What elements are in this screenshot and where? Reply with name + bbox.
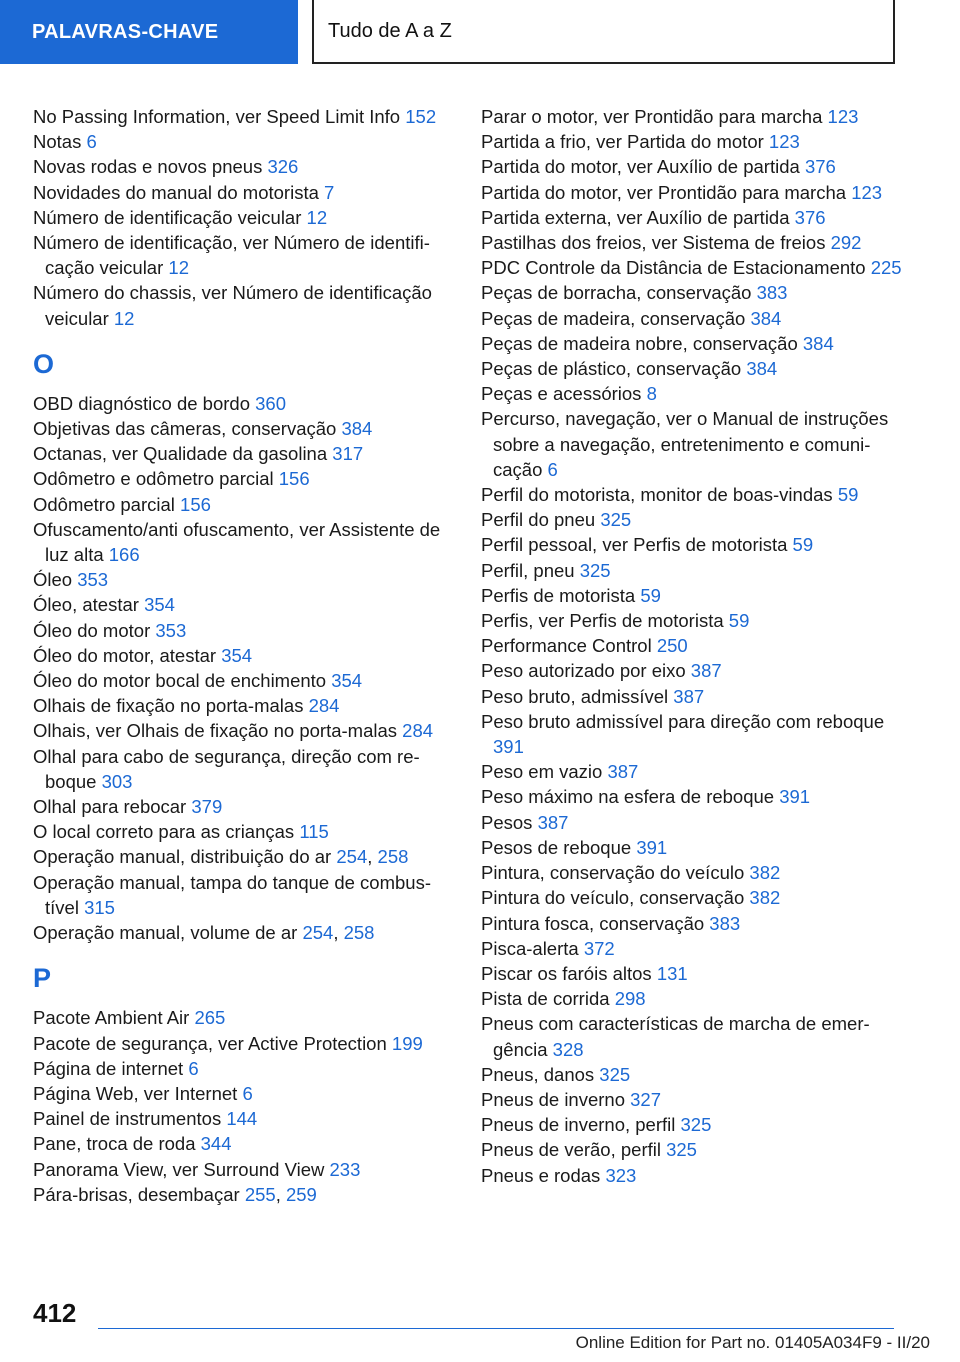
index-entry-term: Parar o motor, ver Prontidão para marcha <box>481 106 823 127</box>
page-reference-link[interactable]: 328 <box>552 1038 584 1060</box>
index-entry <box>33 180 453 205</box>
page-reference-link[interactable]: 12 <box>168 257 189 279</box>
page-reference-link[interactable]: 144 <box>226 1108 258 1130</box>
page-reference-link[interactable]: 387 <box>673 685 705 707</box>
index-entry <box>481 129 911 154</box>
index-entry-term: Perfil do motorista, monitor de boas-vindas <box>481 484 833 506</box>
index-entry-term: Peso máximo na esfera de reboque <box>481 786 775 808</box>
index-entry-term: Partida a frio, ver Partida do motor <box>481 131 764 153</box>
index-letter-heading: O <box>33 348 55 379</box>
index-entry-term: Número do chassis, ver Número de identificação veicular <box>33 282 432 329</box>
index-entry <box>33 819 453 844</box>
index-entry <box>481 532 911 557</box>
index-entry-term: Pisca-alerta <box>481 937 579 959</box>
index-entry <box>481 507 911 532</box>
index-column-left <box>33 104 453 1207</box>
index-entry <box>33 592 453 617</box>
page-reference-link[interactable]: 354 <box>144 594 175 616</box>
index-entry-term: Página de internet <box>33 1057 184 1079</box>
index-entry-term: Peças de madeira nobre, conservação <box>481 332 798 354</box>
index-entry-term: Olhais de fixação no porta-malas <box>33 695 304 717</box>
index-entry <box>481 1087 911 1112</box>
page-reference-link[interactable]: 258 <box>343 922 375 944</box>
index-entry-term: Perfis de motorista <box>481 584 636 606</box>
index-entry-term: Pane, troca de roda <box>33 1133 196 1155</box>
page-reference-link[interactable]: 317 <box>332 443 364 465</box>
page-reference-link[interactable]: 250 <box>656 635 688 657</box>
page-reference-link[interactable]: 152 <box>405 106 437 127</box>
index-entry-term: Partida do motor, ver Prontidão para marcha <box>481 181 847 203</box>
index-entry-term: Número de identificação, ver Número de identificação veicular <box>33 232 430 279</box>
index-entry-term: Percurso, navegação, ver o Manual de instruções sobre a navegação, entretenimento e comunicação <box>481 408 889 480</box>
index-entry-term: Pneus de inverno, perfil <box>481 1114 676 1136</box>
index-entry-term: Pesos <box>481 811 533 833</box>
page-reference-link[interactable]: 259 <box>285 1183 317 1205</box>
index-entry <box>33 466 453 491</box>
index-entry <box>481 482 911 507</box>
index-entry-term: Pneus, danos <box>481 1063 595 1085</box>
index-entry-term: Peso bruto, admissível <box>481 685 669 707</box>
index-entry <box>481 658 911 683</box>
index-entry-term: Pneus e rodas <box>481 1164 601 1186</box>
index-entry-term: Performance Control <box>481 635 652 657</box>
index-entry <box>33 517 453 567</box>
section-tab <box>0 0 298 64</box>
index-entry <box>481 230 911 255</box>
index-entry-term: Peças e acessórios <box>481 383 642 405</box>
index-entry-term: Panorama View, ver Surround View <box>33 1158 325 1180</box>
index-entry-term: Pacote de segurança, ver Active Protection <box>33 1032 387 1054</box>
page-reference-link[interactable]: 59 <box>728 610 750 632</box>
index-entry-term: Peças de borracha, conservação <box>481 282 752 304</box>
index-entry <box>481 810 911 835</box>
index-entry-term: Peso em vazio <box>481 761 603 783</box>
page-reference-link[interactable]: 372 <box>583 937 615 959</box>
index-entry-term: Pintura do veículo, conservação <box>481 887 745 909</box>
index-entry-term: Pesos de reboque <box>481 836 632 858</box>
page-number: 412 <box>33 1298 77 1328</box>
page-reference-link[interactable]: 384 <box>750 307 782 329</box>
index-entry <box>481 205 911 230</box>
page-reference-link[interactable]: 382 <box>749 862 781 884</box>
index-entry-term: Olhal para rebocar <box>33 796 187 818</box>
index-entry <box>33 441 453 466</box>
index-entry <box>481 1062 911 1087</box>
page-reference-link[interactable]: 254 <box>336 846 368 868</box>
page-reference-link[interactable]: 325 <box>599 1063 631 1085</box>
index-entry <box>481 280 911 305</box>
page-reference-link[interactable]: 344 <box>200 1133 232 1155</box>
index-entry <box>33 416 453 441</box>
page-reference-link[interactable]: 326 <box>267 156 299 178</box>
index-entry <box>481 583 911 608</box>
index-entry <box>481 911 911 936</box>
page-reference-link[interactable]: 265 <box>194 1007 226 1029</box>
page-reference-link[interactable]: 284 <box>308 695 340 717</box>
index-entry-term: Número de identificação veicular <box>33 206 302 228</box>
index-entry-term: Operação manual, distribuição do ar <box>33 846 332 868</box>
page-reference-link[interactable]: 391 <box>493 736 524 758</box>
index-entry <box>33 1131 453 1156</box>
page-reference-link[interactable]: 166 <box>108 544 140 566</box>
index-entry <box>33 205 453 230</box>
index-entry-term: Olhais, ver Olhais de fixação no porta-malas <box>33 720 398 742</box>
page-reference-link[interactable]: 387 <box>607 761 639 783</box>
index-entry <box>33 643 453 668</box>
index-entry-term: Ofuscamento/anti ofuscamento, ver Assistente de luz alta <box>33 518 441 566</box>
page-reference-link[interactable]: 199 <box>391 1032 423 1054</box>
page-reference-link[interactable]: 123 <box>851 181 883 203</box>
index-entry <box>481 608 911 633</box>
page-reference-link[interactable]: 384 <box>802 332 834 354</box>
index-entry <box>481 558 911 583</box>
index-entry <box>481 104 911 129</box>
section-title: Tudo de A a Z <box>328 19 452 42</box>
index-entry-term: O local correto para as crianças <box>33 821 295 843</box>
page-reference-link[interactable]: 379 <box>191 796 223 818</box>
index-entry-term: Objetivas das câmeras, conservação <box>33 418 337 440</box>
index-entry-term: Odômetro parcial <box>33 493 175 515</box>
page-reference-link[interactable]: 325 <box>666 1139 697 1161</box>
index-entry <box>481 684 911 709</box>
page-reference-link[interactable]: 383 <box>709 912 741 934</box>
index-entry-term: Octanas, ver Qualidade da gasolina <box>33 443 328 465</box>
index-entry <box>481 709 911 759</box>
page-reference-link[interactable]: 382 <box>749 887 781 909</box>
index-entry-term: Perfis, ver Perfis de motorista <box>481 610 724 632</box>
page-reference-link[interactable]: 156 <box>278 468 310 490</box>
page-reference-link[interactable]: 354 <box>221 644 253 666</box>
page-reference-link[interactable]: 6 <box>86 131 97 153</box>
page-reference-link[interactable]: 391 <box>636 836 668 858</box>
index-entry <box>481 381 911 406</box>
index-entry <box>481 961 911 986</box>
page-reference-link[interactable]: 298 <box>614 988 646 1010</box>
page-reference-link[interactable]: 8 <box>646 383 657 405</box>
page-reference-link[interactable]: 6 <box>188 1057 199 1079</box>
section-tab-label: PALAVRAS-CHAVE <box>32 20 219 43</box>
page-reference-link[interactable]: 303 <box>101 770 133 792</box>
index-entry-term: Peso bruto admissível para direção com reboque <box>481 710 885 732</box>
index-entry <box>481 986 911 1011</box>
index-entry <box>481 885 911 910</box>
page-reference-link[interactable]: 131 <box>656 962 688 984</box>
page-reference-link[interactable]: 258 <box>377 846 409 868</box>
index-entry-term: Página Web, ver Internet <box>33 1082 238 1104</box>
footer-edition: Online Edition for Part no. 01405A034F9 - II/20 <box>575 1333 930 1352</box>
index-entry: Operação manual, distribuição do ar 254, 258 <box>33 846 409 868</box>
index-entry-term: Novidades do manual do motorista <box>33 181 319 203</box>
index-entry <box>481 154 911 179</box>
page-reference-link[interactable]: 327 <box>630 1088 662 1110</box>
page-reference-link[interactable]: 353 <box>77 569 109 591</box>
index-entry-term: OBD diagnóstico de bordo <box>33 392 250 414</box>
index-entry-term: Pintura, conservação do veículo <box>481 862 745 884</box>
section-header <box>312 0 895 64</box>
index-entry-term: Óleo do motor <box>33 619 151 641</box>
page-reference-link[interactable]: 376 <box>794 206 826 228</box>
index-entry <box>481 1011 911 1061</box>
index-entry <box>33 718 453 743</box>
index-entry <box>481 835 911 860</box>
index-entry <box>33 1157 453 1182</box>
index-entry <box>33 567 453 592</box>
index-entry-term: Pastilhas dos freios, ver Sistema de freios <box>481 232 826 254</box>
page-reference-link[interactable]: 383 <box>756 282 788 304</box>
index-entry <box>33 744 453 794</box>
index-entry-term: Pneus de inverno <box>481 1088 625 1110</box>
index-entry: Operação manual, volume de ar 254, 258 <box>33 922 375 944</box>
page-reference-link[interactable]: 353 <box>155 619 187 641</box>
index-entry <box>33 794 453 819</box>
index-entry <box>33 1106 453 1131</box>
page-reference-link[interactable]: 325 <box>600 509 632 531</box>
index-entry-term: Óleo, atestar <box>33 594 139 616</box>
index-entry <box>481 1112 911 1137</box>
index-entry-term: Partida externa, ver Auxílio de partida <box>481 206 790 228</box>
index-entry <box>33 104 453 129</box>
index-entry-term: Pneus com características de marcha de emergência <box>481 1013 870 1060</box>
page-reference-link[interactable]: 156 <box>180 493 211 515</box>
page-reference-link[interactable]: 12 <box>113 307 135 329</box>
index-entry-term: Óleo do motor bocal de enchimento <box>33 670 327 692</box>
index-entry <box>33 280 453 330</box>
page-reference-link[interactable]: 6 <box>547 458 558 480</box>
page-reference-link[interactable]: 360 <box>255 392 287 414</box>
index-entry <box>481 406 911 482</box>
page-reference-link[interactable]: 59 <box>792 534 814 556</box>
index-entry <box>481 331 911 356</box>
index-entry-term: Perfil pessoal, ver Perfis de motorista <box>481 534 788 556</box>
index-entry-term: Notas <box>33 131 82 153</box>
index-entry <box>33 693 453 718</box>
index-entry-term: Peças de plástico, conservação <box>481 358 742 380</box>
index-entry <box>481 759 911 784</box>
page-reference-link[interactable]: 387 <box>690 660 722 682</box>
page-reference-link[interactable]: 254 <box>302 922 334 944</box>
page-reference-link[interactable]: 12 <box>306 206 328 228</box>
index-entry-term: Perfil, pneu <box>481 559 575 581</box>
index-entry <box>481 255 911 280</box>
index-entry-term: Óleo do motor, atestar <box>33 644 217 666</box>
page-reference-link[interactable]: 123 <box>827 106 859 127</box>
page-reference-link[interactable]: 7 <box>324 181 335 203</box>
index-entry-term: Odômetro e odômetro parcial <box>33 468 274 490</box>
index-entry-term: Óleo <box>33 569 73 591</box>
index-entry-term: Operação manual, tampa do tanque de combustível <box>33 871 432 918</box>
index-entry <box>33 391 453 416</box>
page-reference-link[interactable]: 376 <box>804 156 836 178</box>
index-entry <box>33 1081 453 1106</box>
index-entry-term: Pára-brisas, desembaçar <box>33 1183 240 1205</box>
page-reference-link[interactable]: 123 <box>768 131 800 153</box>
index-entry <box>481 1163 911 1188</box>
page-reference-link[interactable]: 115 <box>299 821 329 843</box>
index-entry-term: Operação manual, volume de ar <box>33 922 298 944</box>
page-reference-link[interactable]: 255 <box>244 1183 276 1205</box>
index-entry-term: Piscar os faróis altos <box>481 962 652 984</box>
index-entry-term: Pintura fosca, conservação <box>481 912 705 934</box>
page-reference-link[interactable]: 387 <box>537 811 569 833</box>
page-reference-link[interactable]: 354 <box>331 670 363 692</box>
index-entry <box>33 1056 453 1081</box>
page-reference-link[interactable]: 284 <box>402 720 434 742</box>
page-reference-link[interactable]: 391 <box>779 786 811 808</box>
index-entry <box>33 1031 453 1056</box>
index-entry-term: Pista de corrida <box>481 988 610 1010</box>
index-entry <box>481 633 911 658</box>
index-entry: Pára-brisas, desembaçar 255, 259 <box>33 1183 317 1205</box>
index-entry <box>33 1005 453 1030</box>
page-reference-link[interactable]: 323 <box>605 1164 637 1186</box>
index-entry-term: Pacote Ambient Air <box>33 1007 190 1029</box>
index-entry <box>481 356 911 381</box>
index-entry <box>33 230 453 280</box>
index-entry <box>481 180 911 205</box>
footer-divider <box>98 1328 894 1329</box>
page-reference-link[interactable]: 225 <box>870 257 902 279</box>
index-entry <box>481 860 911 885</box>
index-entry-term: Peças de madeira, conservação <box>481 307 746 329</box>
index-letter-heading: P <box>33 963 52 994</box>
index-column-right <box>481 104 911 1188</box>
index-entry <box>481 936 911 961</box>
index-entry <box>33 154 453 179</box>
page-reference-link[interactable]: 315 <box>84 896 115 918</box>
index-entry <box>33 668 453 693</box>
index-entry-term: Partida do motor, ver Auxílio de partida <box>481 156 800 178</box>
index-entry-term: No Passing Information, ver Speed Limit Info <box>33 106 401 127</box>
page-reference-link[interactable]: 325 <box>680 1114 712 1136</box>
index-entry <box>33 618 453 643</box>
index-entry <box>481 1137 911 1162</box>
index-entry-term: Pneus de verão, perfil <box>481 1139 661 1161</box>
page-reference-link[interactable]: 6 <box>242 1082 253 1104</box>
index-entry <box>33 129 453 154</box>
page-reference-link[interactable]: 384 <box>341 418 373 440</box>
index-entry-term: PDC Controle da Distância de Estacionamento <box>481 257 866 279</box>
page-reference-link[interactable]: 325 <box>579 559 611 581</box>
index-entry-term: Peso autorizado por eixo <box>481 660 686 682</box>
page-reference-link[interactable]: 233 <box>329 1158 361 1180</box>
index-entry-term: Perfil do pneu <box>481 509 596 531</box>
index-entry <box>481 306 911 331</box>
page-reference-link[interactable]: 59 <box>837 484 859 506</box>
page-reference-link[interactable]: 384 <box>746 358 778 380</box>
page-reference-link[interactable]: 59 <box>640 584 661 606</box>
index-entry <box>33 492 453 517</box>
page-reference-link[interactable]: 292 <box>830 232 862 254</box>
index-entry <box>33 870 453 920</box>
index-entry-term: Olhal para cabo de segurança, direção com reboque <box>33 745 420 792</box>
index-entry <box>481 784 911 809</box>
index-entry-term: Novas rodas e novos pneus <box>33 156 263 178</box>
index-entry-term: Painel de instrumentos <box>33 1108 222 1130</box>
